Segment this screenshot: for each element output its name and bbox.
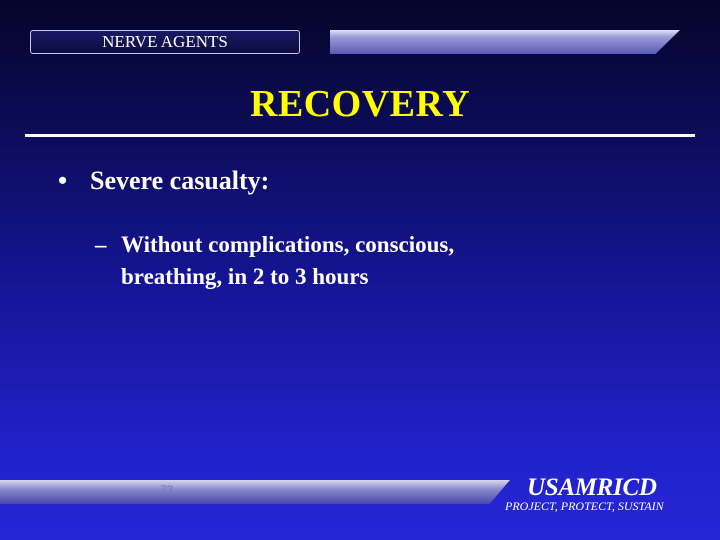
header-decorative-bar: [330, 30, 680, 54]
page-number: 73: [160, 483, 174, 497]
title-divider: [25, 134, 695, 137]
sub-bullet-line: Without complications, conscious,: [121, 232, 455, 257]
slide-title: RECOVERY: [249, 83, 471, 125]
bullet-marker: •: [58, 166, 68, 195]
bullet-text: Severe casualty:: [90, 166, 270, 195]
bullet-item: [58, 166, 269, 196]
organization-motto: PROJECT, PROTECT, SUSTAIN: [505, 499, 664, 513]
topic-label: NERVE AGENTS: [30, 30, 300, 54]
sub-bullet-marker: –: [95, 232, 107, 257]
organization-name: USAMRICD: [527, 474, 657, 501]
sub-bullet-line: breathing, in 2 to 3 hours: [121, 264, 369, 289]
sub-bullet-item: [95, 229, 615, 293]
footer-decorative-bar: [0, 480, 510, 504]
